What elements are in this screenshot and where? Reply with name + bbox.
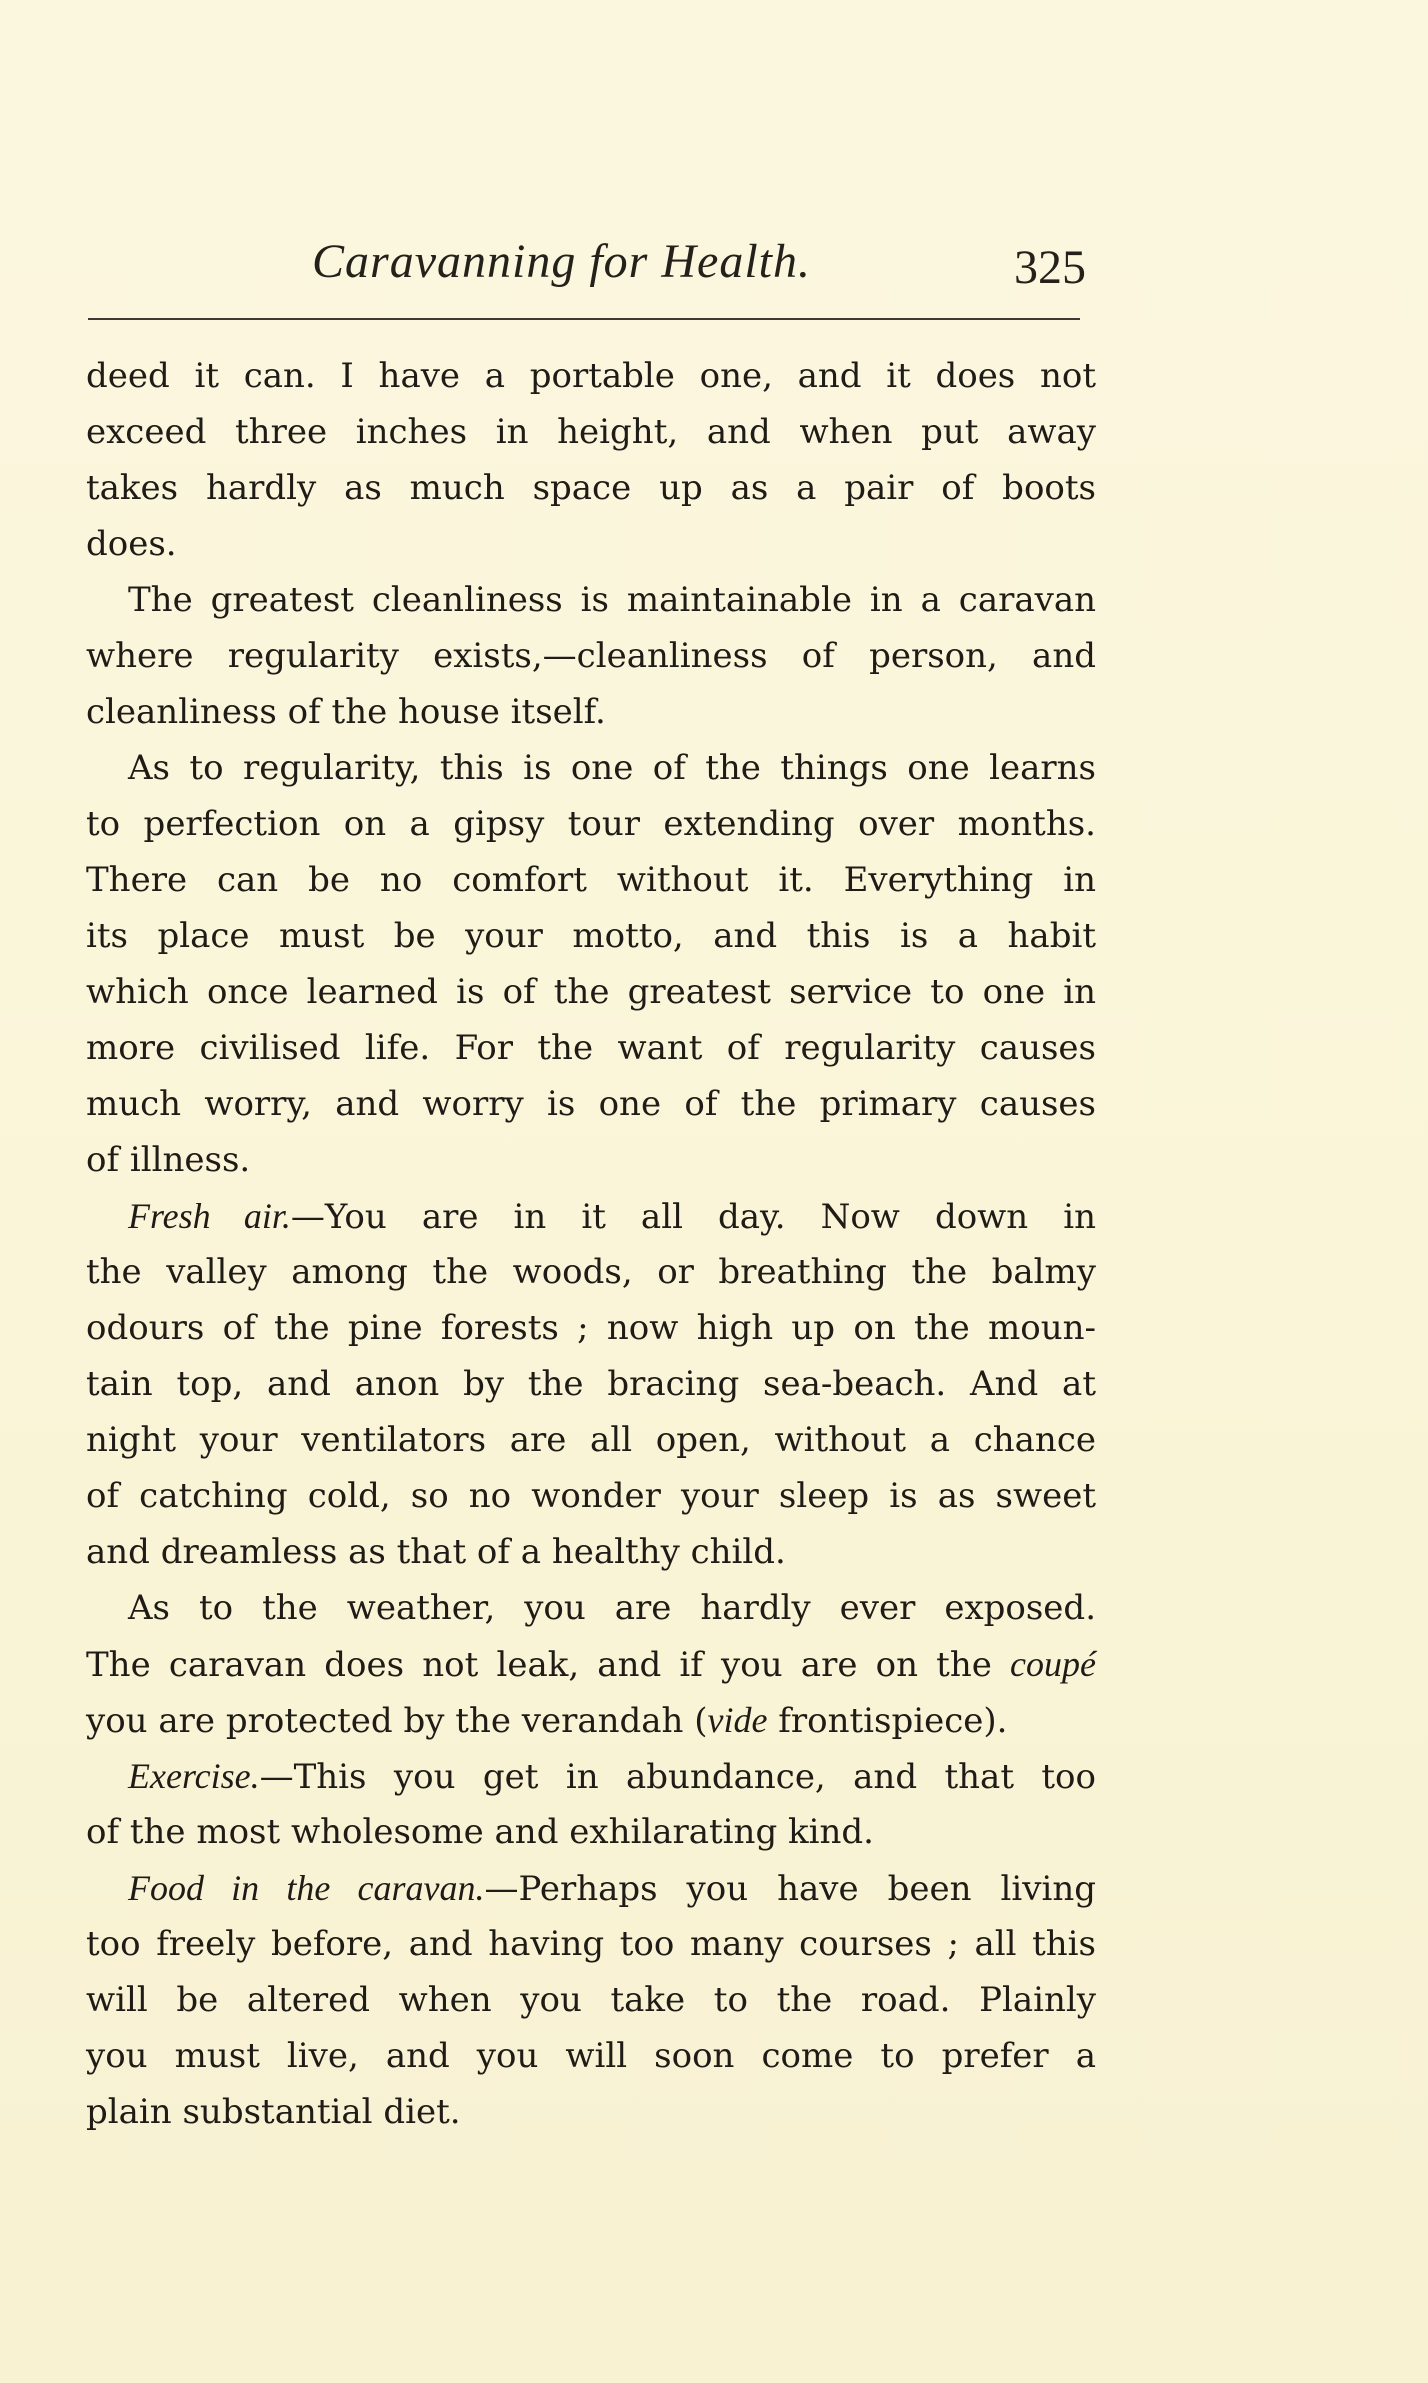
text-line: you are protected by the verandah (vide frontispiece). [86, 1700, 1008, 1741]
text-line: which once learned is of the greatest service to one in [86, 972, 1096, 1012]
text-line: of the most wholesome and exhilarating kind. [86, 1812, 874, 1852]
text-line: deed it can. I have a portable one, and it does not [86, 356, 1096, 396]
text-line: takes hardly as much space up as a pair of boots [86, 468, 1096, 508]
running-head-title: Caravanning for Health. [312, 235, 811, 288]
text-line: There can be no comfort without it. Everything in [86, 860, 1096, 900]
text-line: As to regularity, this is one of the things one learns [128, 748, 1096, 788]
text-line: to perfection on a gipsy tour extending over months. [86, 804, 1096, 844]
text-line: Exercise.—This you get in abundance, and that too [128, 1756, 1096, 1797]
text-line: Food in the caravan.—Perhaps you have been living [128, 1868, 1096, 1909]
text-line: tain top, and anon by the bracing sea-beach. And at [86, 1364, 1096, 1404]
text-line: of illness. [86, 1140, 251, 1180]
text-line: will be altered when you take to the road. Plainly [86, 1980, 1096, 2020]
text-line: more civilised life. For the want of regularity causes [86, 1028, 1096, 1068]
text-line: plain substantial diet. [86, 2092, 461, 2132]
text-line: much worry, and worry is one of the primary causes [86, 1084, 1096, 1124]
text-line: The caravan does not leak, and if you are on the coupé [86, 1644, 1096, 1685]
header-rule [88, 318, 1080, 320]
italic-run: Food in the caravan. [128, 1868, 485, 1908]
text-line: you must live, and you will soon come to prefer a [86, 2036, 1096, 2076]
italic-run: Fresh air. [128, 1196, 291, 1236]
page-number: 325 [1014, 241, 1086, 294]
text-line: odours of the pine forests ; now high up on the moun- [86, 1308, 1096, 1348]
text-line: Fresh air.—You are in it all day. Now down in [128, 1196, 1096, 1237]
body-text [86, 348, 1096, 2140]
text-line: where regularity exists,—cleanliness of person, and [86, 636, 1096, 676]
text-line: night your ventilators are all open, without a chance [86, 1420, 1096, 1460]
text-line: The greatest cleanliness is maintainable in a caravan [128, 580, 1096, 620]
italic-run: Exercise. [128, 1756, 260, 1796]
text-line: and dreamless as that of a healthy child. [86, 1532, 786, 1572]
text-line: does. [86, 524, 177, 564]
italic-run: vide [707, 1700, 768, 1740]
text-line: cleanliness of the house itself. [86, 692, 606, 732]
text-line: exceed three inches in height, and when put away [86, 412, 1096, 452]
text-line: the valley among the woods, or breathing the balmy [86, 1252, 1096, 1292]
text-line: its place must be your motto, and this is a habit [86, 916, 1096, 956]
text-line: too freely before, and having too many courses ; all this [86, 1924, 1096, 1964]
italic-run: coupé [1010, 1644, 1096, 1684]
text-line: As to the weather, you are hardly ever exposed. [128, 1588, 1096, 1628]
text-line: of catching cold, so no wonder your sleep is as sweet [86, 1476, 1096, 1516]
